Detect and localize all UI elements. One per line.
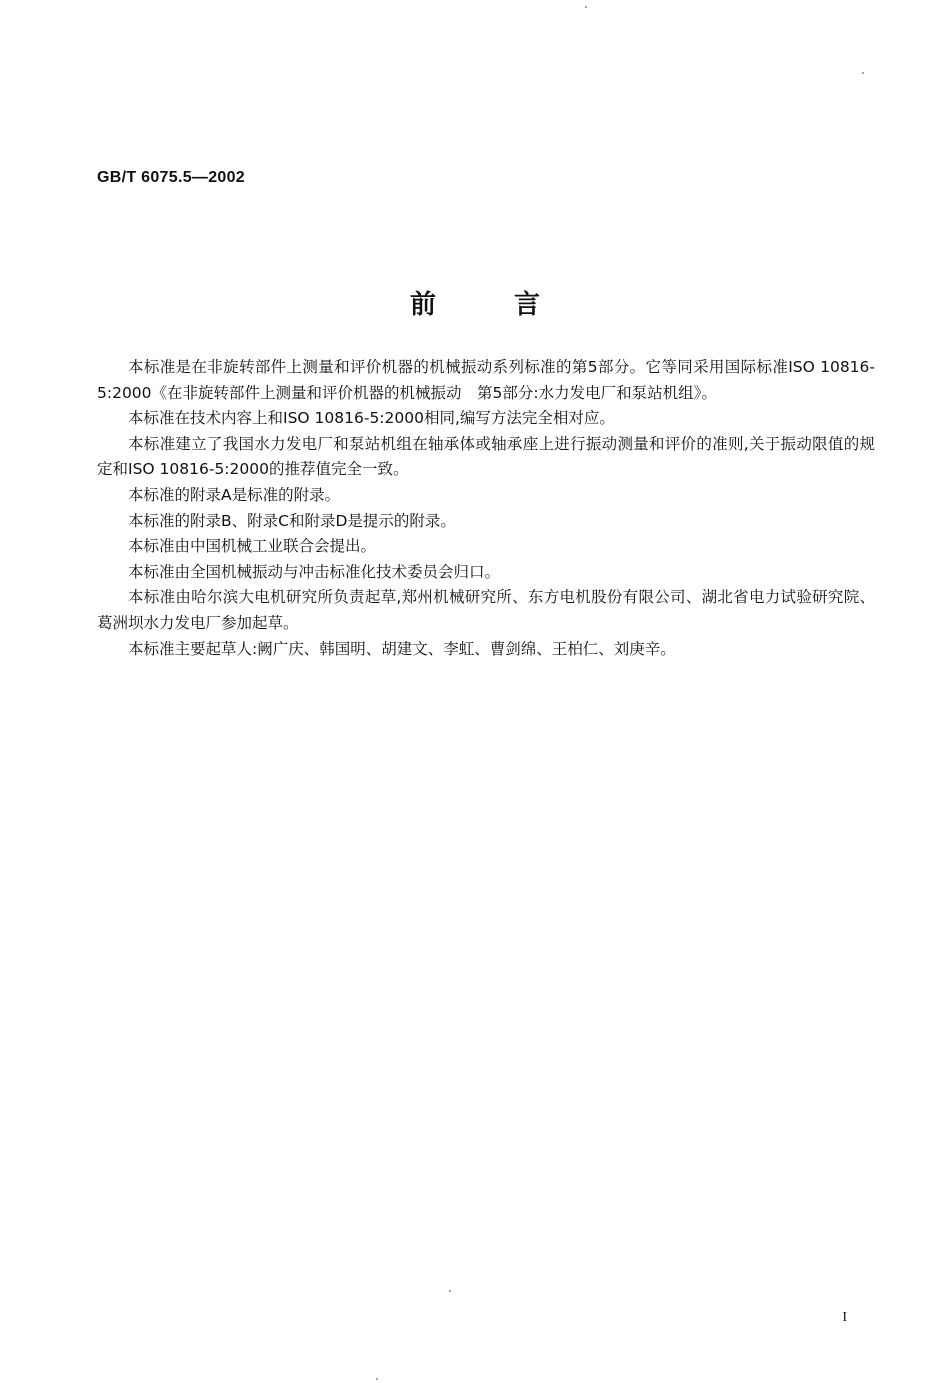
- scan-speck: [376, 1378, 378, 1380]
- paragraph-drafting-units: 本标准由哈尔滨大电机研究所负责起草,郑州机械研究所、东方电机股份有限公司、湖北省电力试验研究院、葛洲坝水力发电厂参加起草。: [97, 588, 875, 632]
- paragraph-technical-content: 本标准在技术内容上和ISO 10816-5:2000相同,编写方法完全相对应。: [128, 409, 615, 428]
- standard-code: GB/T 6075.5—2002: [97, 169, 245, 186]
- paragraph-scope: 本标准是在非旋转部件上测量和评价机器的机械振动系列标准的第5部分。它等同采用国际标准ISO 10816-5:2000《在非旋转部件上测量和评价机器的机械振动 第5部分:水力发电厂和泵站机组》。: [97, 358, 875, 402]
- page-title: 前言: [409, 290, 618, 320]
- paragraph-proposer: 本标准由中国机械工业联合会提出。: [128, 537, 377, 556]
- scan-speck: [585, 6, 587, 8]
- page-number: I: [842, 1310, 847, 1325]
- foreword-body: [97, 355, 875, 662]
- paragraph-annex-bcd: 本标准的附录B、附录C和附录D是提示的附录。: [128, 511, 456, 530]
- scan-speck: [449, 1290, 451, 1292]
- scan-speck: [862, 72, 864, 74]
- paragraph-drafters: 本标准主要起草人:阙广庆、韩国明、胡建文、李虹、曹剑绵、王柏仁、刘庚辛。: [128, 639, 676, 658]
- paragraph-criteria: 本标准建立了我国水力发电厂和泵站机组在轴承体或轴承座上进行振动测量和评价的准则,关于振动限值的规定和ISO 10816-5:2000的推荐值完全一致。: [97, 434, 875, 479]
- paragraph-committee: 本标准由全国机械振动与冲击标准化技术委员会归口。: [128, 562, 501, 581]
- paragraph-annex-a: 本标准的附录A是标准的附录。: [128, 485, 341, 504]
